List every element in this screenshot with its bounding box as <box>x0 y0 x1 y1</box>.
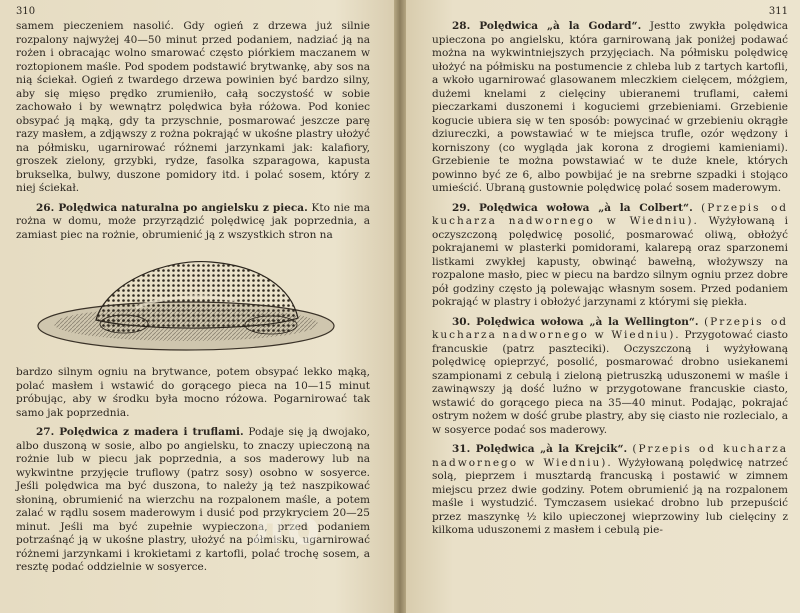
platter-illustration <box>16 248 370 358</box>
section-30 <box>432 316 788 438</box>
garnish-icon <box>100 315 148 333</box>
page-number-left: 310 <box>16 6 36 17</box>
section-26-heading: 26. Polędwica naturalna po angielsku z pieca. <box>36 201 308 214</box>
section-29-text: Wyżyłowaną i oczyszczoną polędwicę posolić, posmarować oliwą, obłożyć pokrajanemi w plasterki pomidorami, kalarepą oraz sparzonemi listkami zwykłej kapusty, obwinąć bawełną, włożywszy na rozpalone masło, piec w piecu na bardzo silnym ogniu przez dobre pół godziny często ją polewając własnym sosem. Przed podaniem pokrająć w plastry i obłożyć jarzynami z którymi się piekła. <box>432 215 788 308</box>
section-31-source: (Przepis od kucharza nadwornego w Wiedniu). <box>432 443 788 469</box>
watermark: ло <box>250 500 323 556</box>
section-27 <box>16 426 370 575</box>
section-30-text: Przygotować ciasto francuskie (patrz paszteciki). Oczyszczoną i wyżyłowaną polędwicę opieprzyć, posolić, posmarować drobno usiekanemi szampionami z cebulą i zieloną pietruszką uduszonemi w maśle i zawinąwszy ją dość luźno w przygotowane francuskie ciasto, wstawić do gorącego pieca na 35—40 minut. Podając, pokrajać ostrym nożem w dość grube plastry, aby się ciasto nie rozlecialo, a w sosyerce podać sos maderowy. <box>432 329 789 436</box>
section-30-heading: 30. Polędwica wołowa „à la Wellington“. <box>452 315 699 328</box>
section-26 <box>16 202 370 243</box>
section-26-text: Kto nie ma rożna w domu, może przyrządzić polędwicę jak poprzednia, a zamiast piec na rożnie, obrumienić ją z wszystkich stron na <box>16 201 371 241</box>
section-28-text: Jestto zwykła polędwica upieczona po angielsku, która garnirowaną jak poniżej podawać można na wykwintniejszych przyjęciach. Na półmisku polędwicę ułożyć na półmisku na postumencie z chleba lub z tartych kartofli, a wkoło ugarnirować glasowanem mleczkiem cielęcem, móżgiem, dużemi knelami z cielęciny ubieranemi truflami, całemi pieczarkami duszonemi i koguciemi grzebieniami. Grzebienie kogucie ubiera się w ten sposób: powycinać w grzebieniu okrągłe dziureczki, a powstawiać w te miejsca trufle, ozór wędzony i korniszony (co wygląda jak korona z drogiemi kamieniami). Grzebienie te można powstawiać w te duże knele, których powinno być ze 6, albo powbijać je na srebrne szpadki i stojąco umieścić. Ubraną gustownie polędwicę polać sosem maderowym. <box>432 20 789 194</box>
section-29-source: (Przepis od kucharza nadwornego w Wiedniu). <box>432 201 788 227</box>
section-27-text: Podaje się ją dwojako, albo duszoną w sosie, albo po angielsku, to znaczy upieczoną na rożnie lub w piecu jak poprzednia, a sos maderowy lub na wykwintne przyjęcie truflowy (patrz sosy) osobno w sosyerce. Jeśli polędwica ma być duszona, to należy ją też naszpikować słoniną, obrumienić na wierzchu na rozpalonem maśle, a potem zalać w rądlu sosem maderowym i dusić pod przykryciem 20—25 minut. Jeśli ma być zupełnie wypieczona, przed podaniem potrzaśnąć ją w ukośne plastry, ułożyć na półmisku, ugarnirować różnemi jarzynkami i krokietami z kartofli, polać trochę sosem, a resztę podać oddzielnie w sosyerce. <box>16 426 371 573</box>
section-26-continued: bardzo silnym ogniu na brytwance, potem obsypać lekko mąką, polać masłem i wstawić do gorącego pieca na 10—15 minut próbując, aby w środku była mocno różowa. Pogarnirować tak samo jak poprzednia. <box>16 366 370 419</box>
section-31-heading: 31. Polędwica „à la Krejcik“. <box>452 443 628 455</box>
left-page <box>0 0 394 613</box>
roast-on-platter-image <box>36 248 346 356</box>
section-28 <box>432 20 788 196</box>
paragraph-intro: samem pieczeniem nasolić. Gdy ogień z drzewa już silnie rozpalony najwyżej 40—50 minut przed podaniem, nadziać ją na rożen i obracając wolno smarować często piórkiem maczanem w roztopionem maśle. Pod spodem podstawić brytwankę, aby sos na nią ściekał. Ogień z twardego drzewa powinien być bardzo silny, aby się mięso prędko zrumieniło, całą soczystość w sobie zachowało i by wewnątrz polędwica była różowa. Pod koniec obsypać ją mąką, gdy ta przyschnie, posmarować jeszcze parę razy masłem, a zdjąwszy z rożna pokrająć w ukośne plastry ułożyć na półmisku, ugarnirować różnemi jarzynkami jak: kalafiory, groszek zielony, grzybki, rydze, fasolka szparagowa, kapusta brukselka, bulwy, duszone pomidory itd. i polać sosem, który z niej ściekał. <box>16 20 370 194</box>
section-27-heading: 27. Polędwica z madera i truflami. <box>36 426 244 438</box>
section-28-heading: 28. Polędwica „à la Godard“. <box>452 20 642 32</box>
section-30-source: (Przepis od kucharza nadwornego w Wiedniu). <box>432 315 789 341</box>
section-31-text: Wyżyłowaną polędwicę natrzeć solą, pieprzem i musztardą francuską i postawić w zimnem miejscu przez dwie godziny. Potem obrumienić ją na rozpalonem maśle i wystudzić. Tymczasem usiekać drobno lub przepuścić przez maszynkę ½ kilo upieczonej wieprzowiny lub cielęciny z kilkoma uduszonemi z masłem i cebulą pie- <box>432 456 788 536</box>
book-gutter <box>394 0 406 613</box>
right-page <box>406 0 800 613</box>
section-31 <box>432 443 788 538</box>
page-number-right: 311 <box>768 6 788 17</box>
section-29-heading: 29. Polędwica wołowa „à la Colbert“. <box>452 201 693 214</box>
section-29 <box>432 202 788 310</box>
